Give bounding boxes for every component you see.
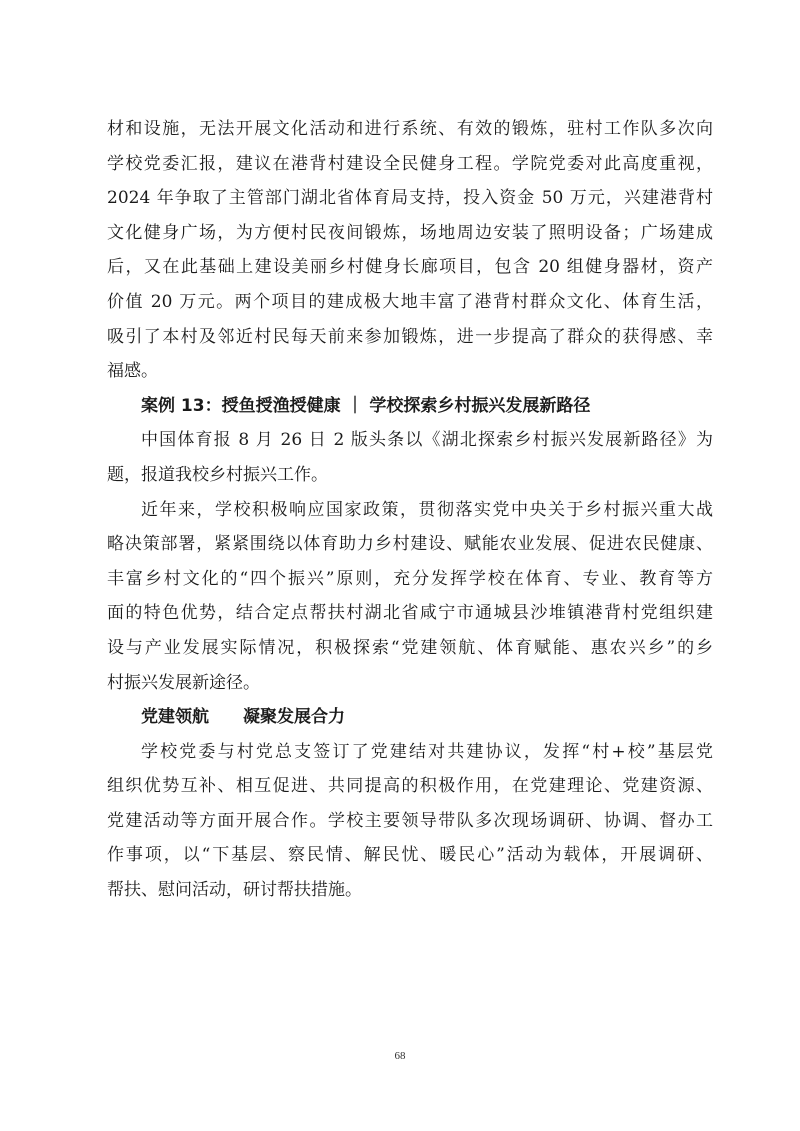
text-line: 学校党委汇报，建议在港背村建设全民健身工程。学院党委对此高度重视， <box>107 153 713 174</box>
text-line: 材和设施，无法开展文化活动和进行系统、有效的锻炼，驻村工作队多次向 <box>107 119 713 139</box>
text-line: 作事项，以“下基层、察民情、解民忧、暖民心”活动为载体，开展调研、 <box>107 845 713 866</box>
text-line: 面的特色优势，结合定点帮扶村湖北省咸宁市通城县沙堆镇港背村党组织建 <box>107 603 713 624</box>
case-heading: 案例 13：授鱼授渔授健康 ｜ 学校探索乡村振兴发展新路径 <box>141 395 591 416</box>
text-line: 价值 20 万元。两个项目的建成极大地丰富了港背村群众文化、体育生活， <box>107 291 713 312</box>
text-line: 题，报道我校乡村振兴工作。 <box>107 464 328 485</box>
text-line: 设与产业发展实际情况，积极探索“党建领航、体育赋能、惠农兴乡”的乡 <box>107 637 713 658</box>
paragraph-4 <box>107 735 713 908</box>
text-line: 文化健身广场，为方便村民夜间锻炼，场地周边安装了照明设备；广场建成 <box>107 222 713 243</box>
text-line: 略决策部署，紧紧围绕以体育助力乡村建设、赋能农业发展、促进农民健康、 <box>107 534 713 555</box>
text-line: 帮扶、慰问活动，研讨帮扶措施。 <box>107 880 362 901</box>
text-line: 福感。 <box>107 361 158 382</box>
text-line: 吸引了本村及邻近村民每天前来参加锻炼，进一步提高了群众的获得感、幸 <box>107 326 713 347</box>
document-body <box>107 112 713 908</box>
subheading-part-2: 凝聚发展合力 <box>243 707 345 728</box>
section-subheading <box>107 700 713 735</box>
page-number: 68 <box>394 1050 406 1062</box>
subheading-part-1: 党建领航 <box>141 707 209 728</box>
text-line: 学校党委与村党总支签订了党建结对共建协议，发挥“村+校”基层党 <box>141 741 713 762</box>
text-line: 2024 年争取了主管部门湖北省体育局支持，投入资金 50 万元，兴建港背村 <box>107 188 713 209</box>
text-line: 近年来，学校积极响应国家政策，贯彻落实党中央关于乡村振兴重大战 <box>141 499 713 520</box>
text-line: 中国体育报 8 月 26 日 2 版头条以《湖北探索乡村振兴发展新路径》为 <box>141 430 713 451</box>
text-line: 组织优势互补、相互促进、共同提高的积极作用，在党建理论、党建资源、 <box>107 776 713 797</box>
text-line: 村振兴发展新途径。 <box>107 672 260 693</box>
paragraph-1 <box>107 112 713 389</box>
paragraph-3 <box>107 493 713 701</box>
text-line: 党建活动等方面开展合作。学校主要领导带队多次现场调研、协调、督办工 <box>107 810 713 831</box>
text-line: 丰富乡村文化的“四个振兴”原则，充分发挥学校在体育、专业、教育等方 <box>107 568 713 589</box>
paragraph-2 <box>107 423 713 492</box>
text-line: 后，又在此基础上建设美丽乡村健身长廊项目，包含 20 组健身器材，资产 <box>107 257 713 278</box>
